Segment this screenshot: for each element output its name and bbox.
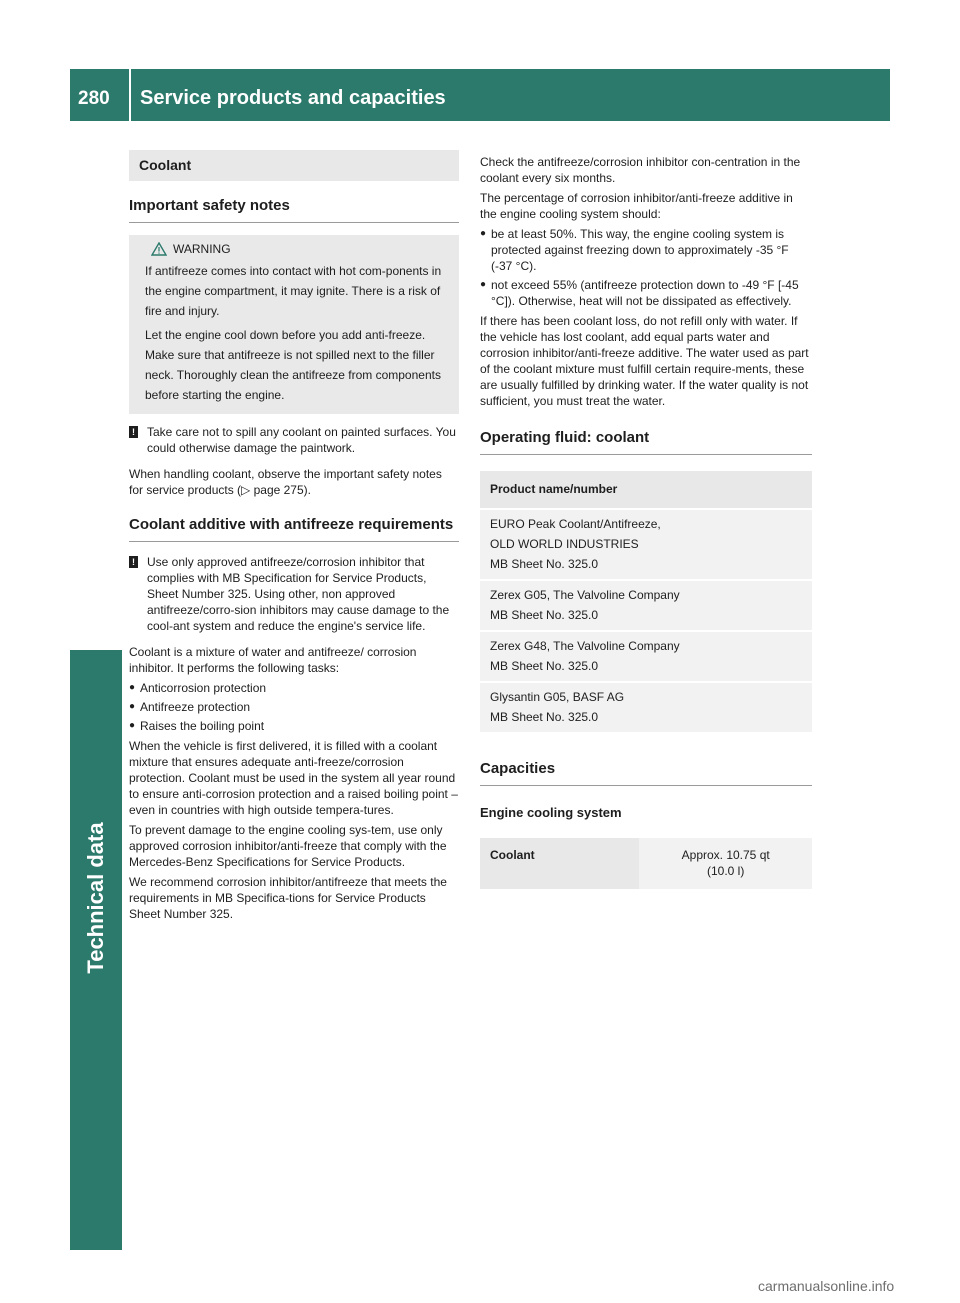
section-heading-coolant: Coolant (129, 150, 459, 181)
table-header-row (480, 471, 812, 509)
table-row: Glysantin G05, BASF AG MB Sheet No. 325.0 (480, 682, 812, 732)
capacity-value: Approx. 10.75 qt (10.0 l) (639, 837, 812, 889)
page-number: 280 (78, 88, 110, 109)
note-paint-text: Take care not to spill any coolant on painted surfaces. You could otherwise damage the paintwork. (147, 425, 456, 455)
capacities-heading: Capacities (480, 758, 812, 786)
bullet-icon: ● (129, 701, 136, 712)
bullet-icon: ● (480, 228, 487, 239)
percentage-list (480, 226, 812, 309)
recommend-paragraph: We recommend corrosion inhibitor/antifreeze that meets the requirements in MB Specifica-tions for Service Products Sheet Number 325. (129, 875, 447, 921)
note-approved-text: Use only approved antifreeze/corrosion inhibitor that complies with MB Specification for Service Products, Sheet Number 325. Using other, non approved antifreeze/corro-sion inhibitors may cause damage to the cool-ant system and reduce the engine's service life. (147, 555, 450, 633)
note-icon: ! (129, 426, 138, 438)
additive-heading: Coolant additive with antifreeze requirements (129, 514, 459, 542)
note-icon: ! (129, 556, 138, 568)
watermark: carmanualsonline.info (758, 1278, 895, 1294)
tasks-list (129, 680, 459, 734)
table-row: Zerex G05, The Valvoline Company MB Sheet No. 325.0 (480, 580, 812, 631)
table-row: Zerex G48, The Valvoline Company MB Sheet No. 325.0 (480, 631, 812, 682)
prevent-paragraph: To prevent damage to the engine cooling sys-tem, use only approved corrosion inhibitor/anti-freeze that comply with the Mercedes-Benz Specifications for Service Products. (129, 823, 447, 869)
mixture-paragraph: Coolant is a mixture of water and antifreeze/ corrosion inhibitor. It performs the following tasks: (129, 645, 417, 675)
list-item: ● not exceed 55% (antifreeze protection down to -49 °F [-45 °C]). Otherwise, heat will not be dissipated as effectively. (480, 278, 799, 308)
page-title: Service products and capacities (140, 87, 446, 109)
note-paint (129, 424, 459, 456)
header-divider (129, 69, 131, 121)
table-row: EURO Peak Coolant/Antifreeze, OLD WORLD INDUSTRIES MB Sheet No. 325.0 (480, 509, 812, 580)
list-item: ● Raises the boiling point (129, 719, 265, 733)
capacity-key: Coolant (480, 837, 639, 889)
note-approved (129, 554, 459, 634)
delivered-paragraph: When the vehicle is first delivered, it is filled with a coolant mixture that ensures adequate anti-freeze/corrosion protection. Coolant must be used in the system all year round to ensure anti-corrosion protection and a raised boiling point – even in countries with high outside tempera-tures. (129, 739, 458, 817)
operating-fluid-heading: Operating fluid: coolant (480, 427, 812, 455)
warning-text-1: If antifreeze comes into contact with hot com-ponents in the engine compartment, it may ignite. There is a risk of fire and injury. (145, 264, 442, 318)
handling-paragraph: When handling coolant, observe the important safety notes for service products (▷ page 275). (129, 467, 442, 497)
safety-notes-heading: Important safety notes (129, 195, 459, 223)
side-tab-label: Technical data (83, 822, 108, 974)
bullet-icon: ● (129, 682, 136, 693)
list-item: ● Antifreeze protection (129, 700, 251, 714)
warning-text-2: Let the engine cool down before you add anti-freeze. Make sure that antifreeze is not spilled next to the filler neck. Thoroughly clean the antifreeze from components before starting the engine. (145, 328, 441, 402)
warning-header (151, 241, 449, 257)
bullet-icon: ● (129, 720, 136, 731)
list-item: ● Anticorrosion protection (129, 681, 267, 695)
warning-triangle-icon (151, 242, 167, 256)
right-column (480, 154, 812, 889)
warning-box (129, 235, 459, 414)
products-table (480, 471, 812, 732)
table-header-cell: Product name/number (480, 471, 812, 509)
capacities-table (480, 836, 812, 889)
loss-paragraph: If there has been coolant loss, do not refill only with water. If the vehicle has lost coolant, add equal parts water and corrosion inhibitor/anti-freeze additive. The water used as part of the coolant mixture must fulfill certain require-ments, these are usually fulfilled by drinking water. If the water quality is not sufficient, you must treat the water. (480, 314, 809, 408)
table-row (480, 837, 812, 889)
check-paragraph: Check the antifreeze/corrosion inhibitor con-centration in the coolant every six months. (480, 155, 801, 185)
bullet-icon: ● (480, 279, 487, 290)
left-column (129, 150, 459, 922)
engine-cooling-heading: Engine cooling system (480, 805, 622, 820)
list-item: ● be at least 50%. This way, the engine cooling system is protected against freezing down to approximately -35 °F (-37 °C). (480, 227, 789, 273)
warning-label: WARNING (173, 242, 231, 256)
percentage-paragraph: The percentage of corrosion inhibitor/anti-freeze additive in the engine cooling system should: (480, 191, 793, 221)
